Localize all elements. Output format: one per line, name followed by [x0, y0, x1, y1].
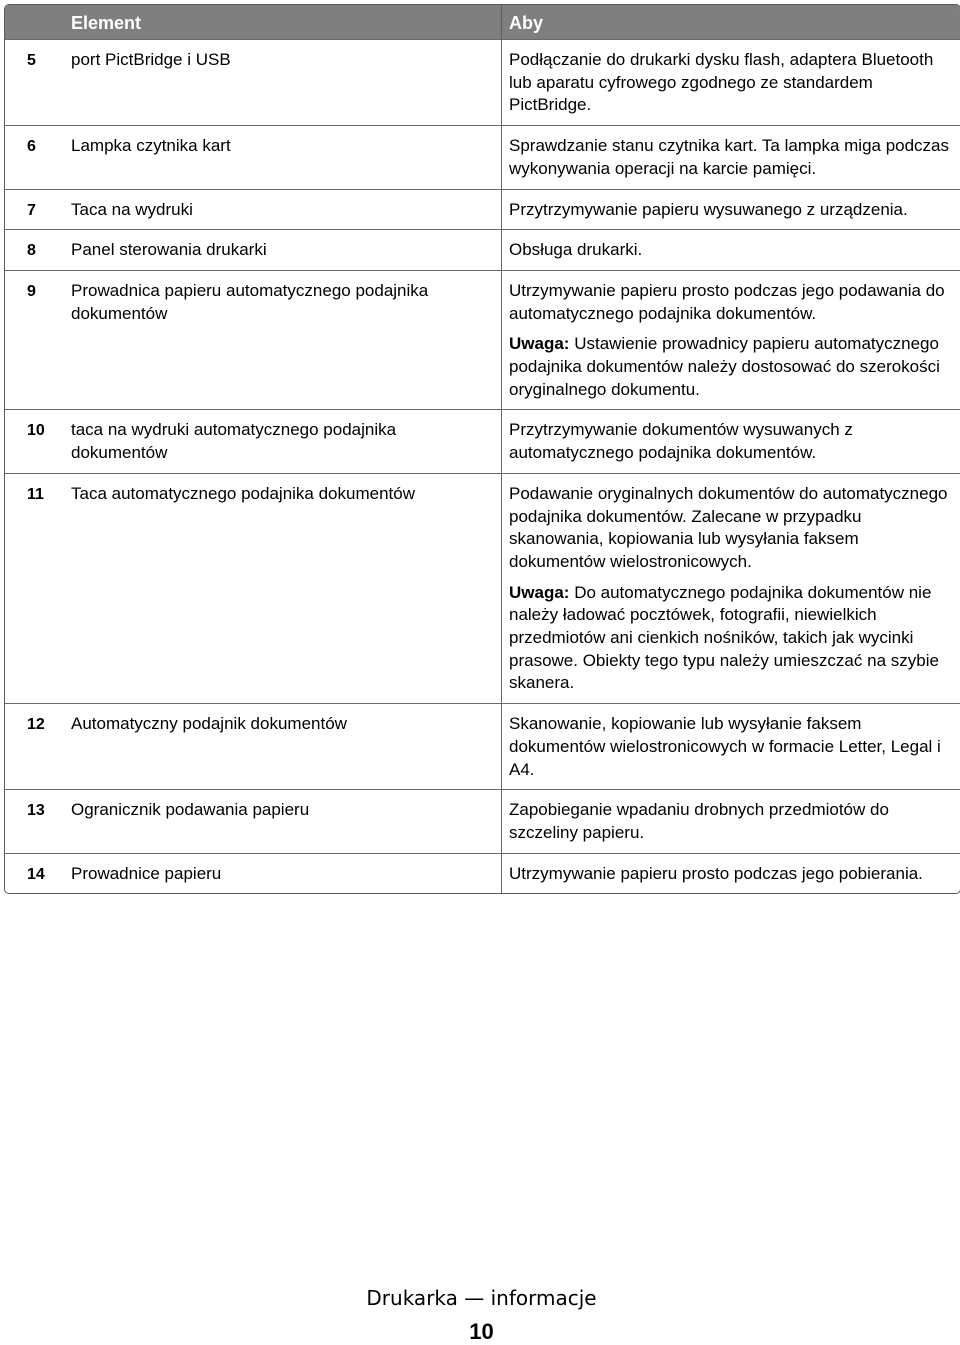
- aby-cell: [502, 474, 960, 703]
- aby-cell: [502, 40, 960, 125]
- note-label: Uwaga:: [509, 582, 570, 602]
- table-row: [5, 229, 960, 270]
- table-body: [5, 39, 960, 893]
- aby-paragraph: [509, 199, 958, 222]
- element-cell: Automatyczny podajnik dokumentów: [64, 704, 502, 789]
- element-cell: Panel sterowania drukarki: [64, 230, 502, 270]
- footer-section-title: Drukarka — informacje: [366, 1286, 597, 1310]
- aby-paragraph: [509, 863, 958, 886]
- table-row: [5, 125, 960, 188]
- table-row: [5, 853, 960, 894]
- aby-text: Skanowanie, kopiowanie lub wysyłanie faksem dokumentów wielostronicowych w formacie Letter, Legal i A4.: [509, 714, 941, 779]
- element-cell: Prowadnice papieru: [64, 854, 502, 894]
- aby-cell: [502, 126, 960, 188]
- aby-text: Sprawdzanie stanu czytnika kart. Ta lampka miga podczas wykonywania operacji na karcie pamięci.: [509, 136, 950, 178]
- aby-paragraph: [509, 713, 958, 781]
- row-number: 11: [27, 485, 44, 503]
- table-header: [5, 5, 960, 39]
- element-cell: taca na wydruki automatycznego podajnika dokumentów: [64, 410, 502, 472]
- aby-cell: [502, 230, 960, 270]
- parts-table: [4, 4, 960, 894]
- table-row: [5, 39, 960, 125]
- aby-text: Ustawienie prowadnicy papieru automatycznego podajnika dokumentów należy dostosować do szerokości oryginalnego dokumentu.: [509, 334, 940, 399]
- element-cell: Prowadnica papieru automatycznego podajnika dokumentów: [64, 271, 502, 410]
- row-number: 6: [27, 138, 36, 156]
- row-number: 9: [27, 282, 36, 300]
- page-number: 10: [469, 1319, 494, 1344]
- aby-paragraph: [509, 333, 958, 401]
- aby-text: Utrzymywanie papieru prosto podczas jego podawania do automatycznego podajnika dokumentów.: [509, 280, 945, 323]
- row-number: 10: [27, 422, 45, 440]
- header-element: Element: [64, 5, 502, 39]
- aby-text: Do automatycznego podajnika dokumentów nie należy ładować pocztówek, fotografii, niewielkich przedmiotów ani cienkich nośników, takich jak wycinki prasowe. Obiekty tego typu należy umieszczać na szybie skanera.: [509, 582, 939, 693]
- aby-text: Zapobieganie wpadaniu drobnych przedmiotów do szczeliny papieru.: [509, 800, 889, 842]
- table-row: [5, 409, 960, 472]
- aby-paragraph: [509, 239, 958, 262]
- aby-paragraph: [509, 582, 958, 696]
- aby-text: Podawanie oryginalnych dokumentów do automatycznego podajnika dokumentów. Zalecane w przypadku skanowania, kopiowania lub wysyłania faksem dokumentów wielostronicowych.: [509, 483, 948, 571]
- element-cell: Taca automatycznego podajnika dokumentów: [64, 474, 502, 703]
- header-number: [5, 5, 64, 39]
- aby-cell: [502, 854, 960, 894]
- aby-text: Przytrzymywanie papieru wysuwanego z urządzenia.: [509, 199, 908, 219]
- table-row: [5, 270, 960, 410]
- aby-paragraph: [509, 483, 958, 574]
- row-number: 12: [27, 716, 45, 734]
- aby-paragraph: [509, 135, 958, 180]
- aby-cell: [502, 190, 960, 230]
- aby-cell: [502, 790, 960, 852]
- aby-text: Utrzymywanie papieru prosto podczas jego pobierania.: [509, 863, 923, 883]
- aby-paragraph: [509, 49, 958, 117]
- row-number: 7: [27, 201, 36, 219]
- table-row: [5, 473, 960, 703]
- row-number: 13: [27, 802, 45, 820]
- element-cell: port PictBridge i USB: [64, 40, 502, 125]
- aby-text: Podłączanie do drukarki dysku flash, adaptera Bluetooth lub aparatu cyfrowego zgodnego ze standardem PictBridge.: [509, 50, 934, 115]
- header-aby: Aby: [509, 13, 544, 33]
- row-number: 14: [27, 865, 45, 883]
- aby-paragraph: [509, 799, 958, 844]
- aby-cell: [502, 271, 960, 410]
- aby-cell: [502, 410, 960, 472]
- element-cell: Ogranicznik podawania papieru: [64, 790, 502, 852]
- table-row: [5, 703, 960, 789]
- table-row: [5, 789, 960, 852]
- element-cell: Taca na wydruki: [64, 190, 502, 230]
- row-number: 5: [27, 52, 36, 69]
- aby-cell: [502, 704, 960, 789]
- aby-text: Obsługa drukarki.: [509, 240, 643, 260]
- note-label: Uwaga:: [509, 334, 570, 354]
- aby-paragraph: [509, 419, 958, 464]
- aby-paragraph: [509, 280, 958, 325]
- table-row: [5, 189, 960, 230]
- aby-text: Przytrzymywanie dokumentów wysuwanych z automatycznego podajnika dokumentów.: [509, 420, 853, 463]
- row-number: 8: [27, 242, 36, 260]
- element-cell: Lampka czytnika kart: [64, 126, 502, 188]
